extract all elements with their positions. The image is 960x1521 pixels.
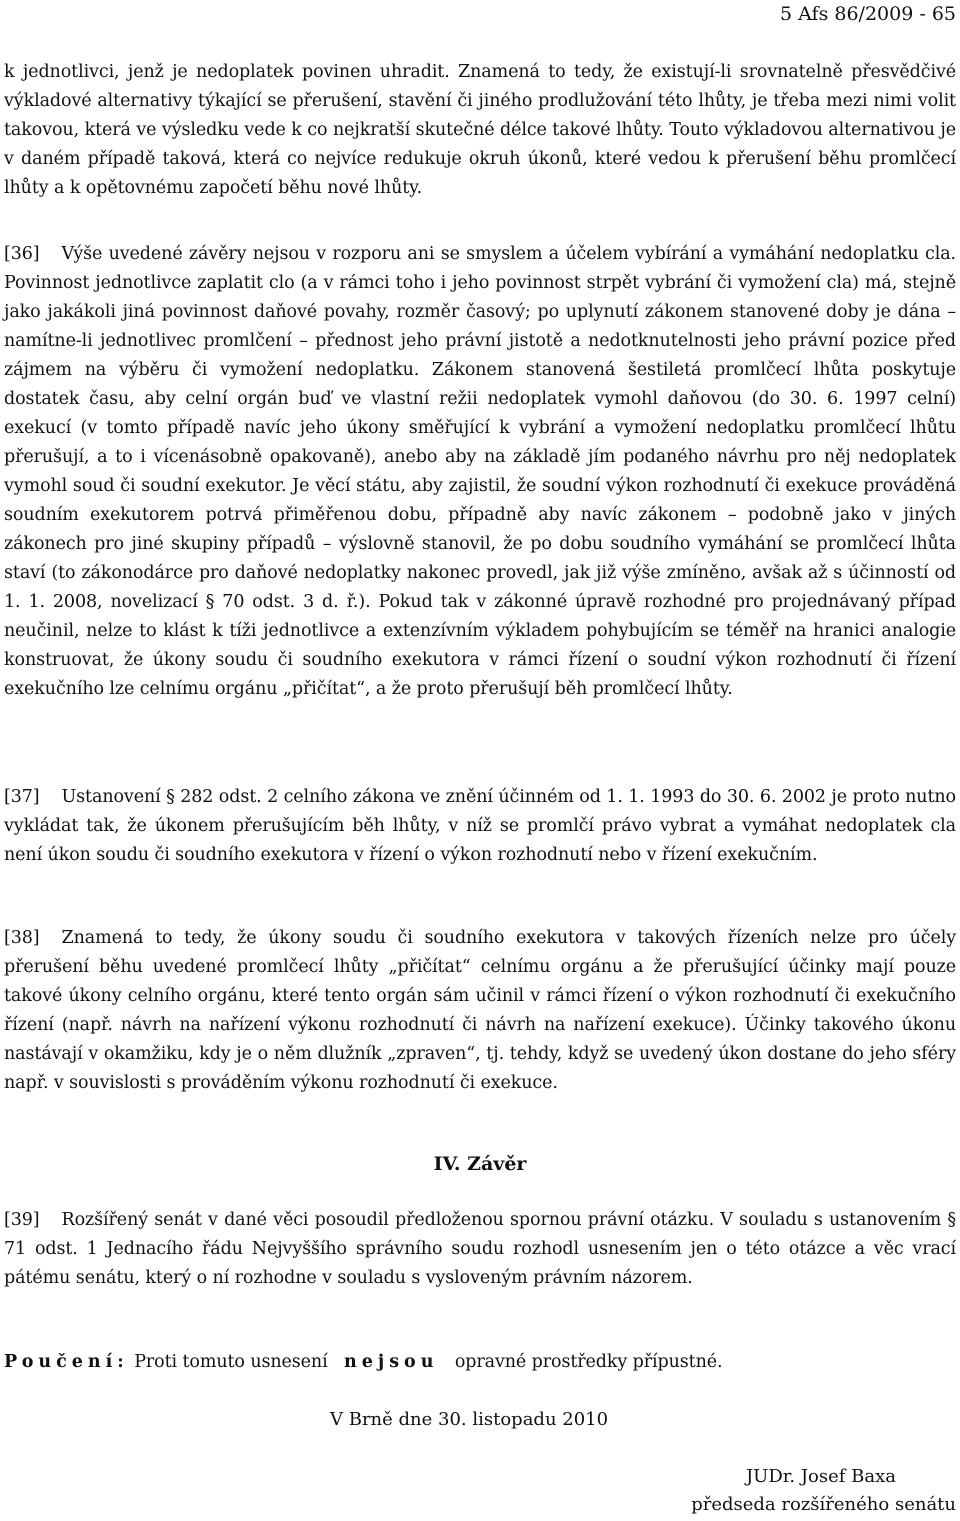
signatory-title: předseda rozšířeného senátu: [691, 1494, 956, 1515]
paragraph-text: Znamená to tedy, že úkony soudu či soudního exekutora v takových řízeních nelze pro účely přerušení běhu uvedené promlčecí lhůty „přičítat“ celnímu orgánu a že přerušující účinky mají pouze takové úkony celního orgánu, které tento orgán sám učinil v rámci řízení o výkon rozhodnutí či exekučního řízení (např. návrh na nařízení výkonu rozhodnutí či návrh na nařízení exekuce). Účinky takového úkonu nastávají v okamžiku, kdy je o něm dlužník „zpraven“, tj. tehdy, když se uvedený úkon dostane do jeho sféry např. v souvislosti s prováděním výkonu rozhodnutí či exekuce.: [4, 928, 956, 1093]
paragraph-36: [4, 240, 956, 704]
instruction-label: Poučení:: [4, 1352, 129, 1372]
paragraph-35-continuation: k jednotlivci, jenž je nedoplatek povinen uhradit. Znamená to tedy, že existují-li srovnatelně přesvědčivé výkladové alternativy týkající se přerušení, stavění či jiného prodlužování této lhůty, je třeba mezi nimi volit takovou, která ve výsledku vede k co nejkratší skutečné délce takové lhůty. Touto výkladovou alternativou je v daném případě taková, která co nejvíce redukuje okruh úkonů, které vedou k přerušení běhu promlčecí lhůty a k opětovnému započetí běhu nové lhůty.: [4, 62, 956, 198]
case-reference: 5 Afs 86/2009 - 65: [780, 3, 956, 25]
paragraph-number: [36]: [4, 244, 40, 264]
paragraph-number: [38]: [4, 928, 40, 948]
paragraph-38: [4, 924, 956, 1098]
signatory-name: JUDr. Josef Baxa: [745, 1466, 896, 1487]
place-and-date: V Brně dne 30. listopadu 2010: [330, 1409, 609, 1430]
paragraph-text: Ustanovení § 282 odst. 2 celního zákona ve znění účinném od 1. 1. 1993 do 30. 6. 2002 je proto nutno vykládat tak, že úkonem přerušujícím běh lhůty, v níž se promlčí právo vybrat a vymáhat nedoplatek cla není úkon soudu či soudního exekutora v řízení o výkon rozhodnutí nebo v řízení exekučním.: [4, 787, 956, 865]
paragraph-number: [37]: [4, 787, 40, 807]
appeal-instruction: [4, 1348, 956, 1377]
paragraph-39: [4, 1206, 956, 1293]
instruction-text-before: Proti tomuto usnesení: [134, 1352, 328, 1372]
instruction-text-after: opravné prostředky přípustné.: [454, 1352, 723, 1372]
instruction-emphasis: nejsou: [344, 1352, 439, 1372]
paragraph-text: Rozšířený senát v dané věci posoudil předloženou spornou právní otázku. V souladu s ustanovením § 71 odst. 1 Jednacího řádu Nejvyššího správního soudu rozhodl usnesením jen o této otázce a věc vrací pátému senátu, který o ní rozhodne v souladu s vysloveným právním názorem.: [4, 1210, 956, 1288]
paragraph-number: [39]: [4, 1210, 40, 1230]
paragraph-37: [4, 783, 956, 870]
section-heading: IV. Závěr: [433, 1153, 527, 1175]
paragraph-text: Výše uvedené závěry nejsou v rozporu ani se smyslem a účelem vybírání a vymáhání nedoplatku cla. Povinnost jednotlivce zaplatit clo (a v rámci toho i jeho povinnost strpět vybrání či vymožení cla) má, stejně jako jakákoli jiná povinnost daňové povahy, rozměr časový; po uplynutí zákonem stanovené doby je dána – namítne-li jednotlivec promlčení – přednost jeho právní jistotě a nedotknutelnosti jeho právní pozice před zájmem na výběru či vymožení nedoplatku. Zákonem stanovená šestiletá promlčecí lhůta poskytuje dostatek času, aby celní orgán buď ve vlastní režii nedoplatek vymohl daňovou (do 30. 6. 1997 celní) exekucí (v tomto případě navíc jeho úkony směřující k vybrání a vymožení nedoplatku promlčecí lhůtu přerušují, a to i vícenásobně opakovaně), anebo aby na základě jím podaného návrhu pro něj nedoplatek vymohl soud či soudní exekutor. Je věcí státu, aby zajistil, že soudní výkon rozhodnutí či exekuce prováděná soudním exekutorem potrvá přiměřenou dobu, případně aby navíc zákonem – podobně jako v jiných zákonech pro jiné skupiny případů – výslovně stanovil, že po dobu soudního vymáhání se promlčecí lhůta staví (to zákonodárce pro daňové nedoplatky nakonec provedl, jak již výše zmíněno, avšak až s účinností od 1. 1. 2008, novelizací § 70 odst. 3 d. ř.). Pokud tak v zákonné úpravě rozhodné pro projednávaný případ neučinil, nelze to klást k tíži jednotlivce a extenzívním výkladem pohybujícím se téměř na hranici analogie konstruovat, že úkony soudu či soudního exekutora v rámci řízení o soudní výkon rozhodnutí či řízení exekučního lze celnímu orgánu „přičítat“, a že proto přerušují běh promlčecí lhůty.: [4, 244, 956, 699]
